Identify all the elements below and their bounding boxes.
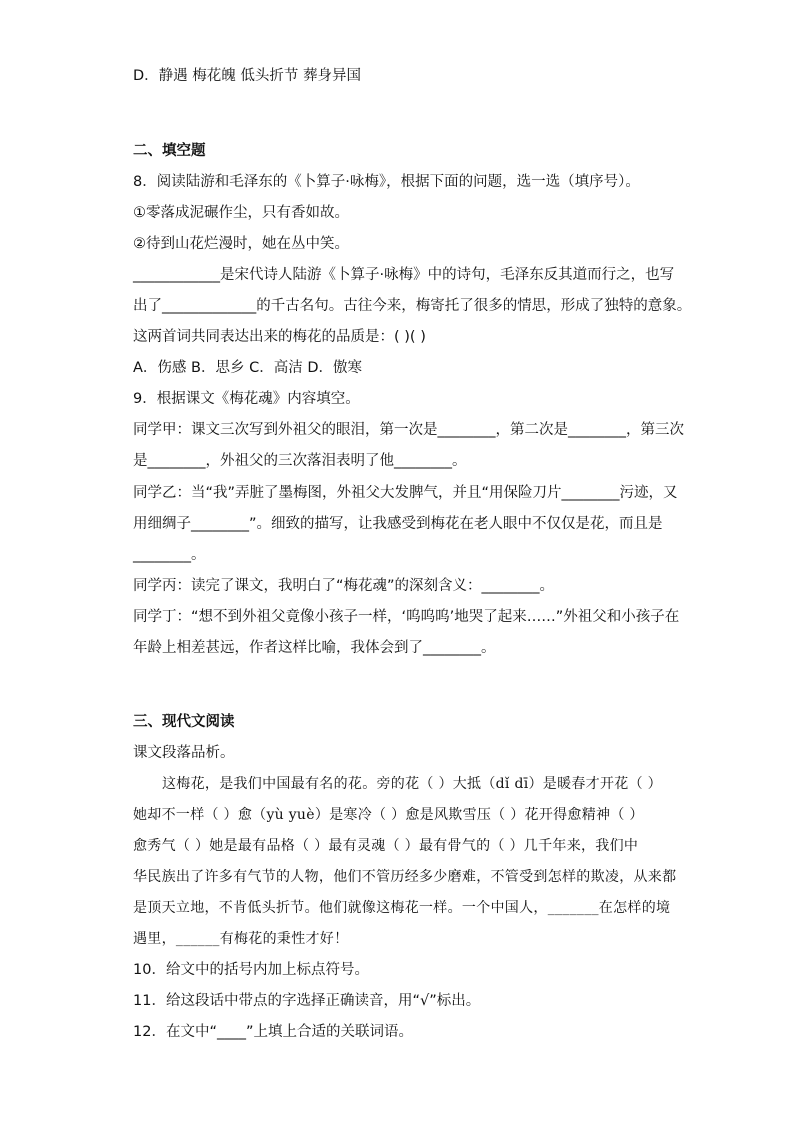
student-a-line-2: 是________，外祖父的三次落泪表明了他________。 xyxy=(133,453,467,469)
passage-line-6: 遇里，______有梅花的秉性才好！ xyxy=(133,931,349,947)
question-8-options: A．伤感 B．思乡 C．高洁 D．傲寒 xyxy=(133,360,362,376)
question-8-text-2: 出了_____________的千古名句。古往今来，梅寄托了很多的情思，形成了独特的意象。 xyxy=(133,298,692,314)
question-11: 11．给这段话中带点的字选择正确读音，用“√”标出。 xyxy=(133,993,481,1009)
student-a-line-1: 同学甲：课文三次写到外祖父的眼泪，第一次是________，第二次是________，第三次 xyxy=(133,422,684,438)
question-9-prompt: 9．根据课文《梅花魂》内容填空。 xyxy=(133,391,360,407)
question-8-text-1: ____________是宋代诗人陆游《卜算子·咏梅》中的诗句，毛泽东反其道而行之，也写 xyxy=(133,267,675,283)
passage-line-5: 是顶天立地，不肯低头折节。他们就像这梅花一样。一个中国人，_______在怎样的境 xyxy=(133,900,671,916)
question-12: 12．在文中“____”上填上合适的关联词语。 xyxy=(133,1024,413,1040)
poem-line-2: ②待到山花烂漫时，她在丛中笑。 xyxy=(133,236,349,252)
student-d-line-2: 年龄上相差甚远，作者这样比喻，我体会到了________。 xyxy=(133,640,496,656)
passage-line-3: 愈秀气（ ）她是最有品格（ ）最有灵魂（ ）最有骨气的（ ）几千年来，我们中 xyxy=(133,838,639,854)
student-c-line: 同学丙：读完了课文，我明白了“梅花魂”的深刻含义：________。 xyxy=(133,578,555,594)
student-b-line-3: ________。 xyxy=(133,547,206,563)
section-heading-fill-blank: 二、填空题 xyxy=(133,143,206,159)
student-d-line-1: 同学丁：“想不到外祖父竟像小孩子一样，‘呜呜呜’地哭了起来……”外祖父和小孩子在 xyxy=(133,609,680,625)
question-10: 10．给文中的括号内加上标点符号。 xyxy=(133,962,369,978)
student-b-line-2: 用细绸子________”。细致的描写，让我感受到梅花在老人眼中不仅仅是花，而且是 xyxy=(133,516,663,532)
option-d-line: D．静遇 梅花魄 低头折节 葬身异国 xyxy=(133,68,361,84)
poem-line-1: ①零落成泥碾作尘，只有香如故。 xyxy=(133,205,349,221)
passage-line-2: 她却不一样（ ）愈（yù yuè）是寒冷（ ）愈是风欺雪压（ ）花开得愈精神（ ） xyxy=(133,807,644,823)
passage-line-1: 这梅花，是我们中国最有名的花。旁的花（ ）大抵（dǐ dī）是暖春才开花（ ） xyxy=(162,776,662,792)
section-heading-reading: 三、现代文阅读 xyxy=(133,714,235,730)
question-8-text-3: 这两首词共同表达出来的梅花的品质是：( )( ) xyxy=(133,329,426,345)
question-8-prompt: 8．阅读陆游和毛泽东的《卜算子·咏梅》，根据下面的问题，选一选（填序号）。 xyxy=(133,174,640,190)
reading-instruction: 课文段落品析。 xyxy=(133,745,235,761)
student-b-line-1: 同学乙：当“我”弄脏了墨梅图，外祖父大发脾气，并且“用保险刀片________污迹，又 xyxy=(133,485,678,501)
passage-line-4: 华民族出了许多有气节的人物，他们不管历经多少磨难，不管受到怎样的欺凌，从来都 xyxy=(133,869,677,885)
